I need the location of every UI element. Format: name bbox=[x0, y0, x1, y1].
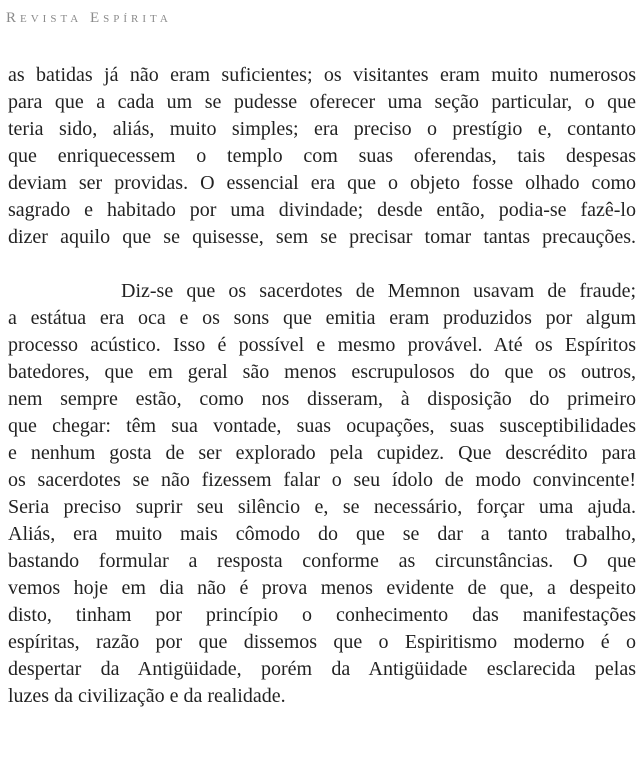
page-body bbox=[8, 62, 636, 710]
text-line: despertar da Antigüidade, porém da Antigüidade esclarecida pelas bbox=[8, 658, 636, 680]
paragraph-2 bbox=[8, 278, 636, 710]
text-line: deviam ser providas. O essencial era que o objeto fosse olhado como bbox=[8, 172, 636, 194]
text-line: bastando formular a resposta conforme as circunstâncias. O que bbox=[8, 550, 636, 572]
paragraph-1 bbox=[8, 62, 636, 251]
text-line: que chegar: têm sua vontade, suas ocupações, suas susceptibilidades bbox=[8, 415, 636, 437]
text-line: para que a cada um se pudesse oferecer uma seção particular, o que bbox=[8, 91, 636, 113]
text-line: Diz-se que os sacerdotes de Memnon usavam de fraude; bbox=[121, 280, 636, 302]
text-line: sagrado e habitado por uma divindade; desde então, podia-se fazê-lo bbox=[8, 199, 636, 221]
text-line: processo acústico. Isso é possível e mesmo provável. Até os Espíritos bbox=[8, 334, 636, 356]
text-line: espíritas, razão por que dissemos que o Espiritismo moderno é o bbox=[8, 631, 636, 653]
text-line: batedores, que em geral são menos escrupulosos do que os outros, bbox=[8, 361, 636, 383]
running-header: Revista Espírita bbox=[6, 10, 172, 26]
text-line: que enriquecessem o templo com suas oferendas, tais despesas bbox=[8, 145, 636, 167]
text-line: teria sido, aliás, muito simples; era preciso o prestígio e, contanto bbox=[8, 118, 636, 140]
text-line: dizer aquilo que se quisesse, sem se precisar tomar tantas precauções. bbox=[8, 226, 636, 248]
text-line: a estátua era oca e os sons que emitia eram produzidos por algum bbox=[8, 307, 636, 329]
text-line: Aliás, era muito mais cômodo do que se dar a tanto trabalho, bbox=[8, 523, 636, 545]
text-line: disto, tinham por princípio o conhecimento das manifestações bbox=[8, 604, 636, 626]
text-line: nem sempre estão, como nos disseram, à disposição do primeiro bbox=[8, 388, 636, 410]
paragraph-spacer bbox=[8, 251, 636, 278]
text-line: luzes da civilização e da realidade. bbox=[8, 685, 286, 707]
text-line: as batidas já não eram suficientes; os visitantes eram muito numerosos bbox=[8, 64, 636, 86]
text-line: vemos hoje em dia não é prova menos evidente de que, a despeito bbox=[8, 577, 636, 599]
text-line: e nenhum gosta de ser explorado pela cupidez. Que descrédito para bbox=[8, 442, 636, 464]
text-line: Seria preciso suprir seu silêncio e, se necessário, forçar uma ajuda. bbox=[8, 496, 636, 518]
text-line: os sacerdotes se não fizessem falar o seu ídolo de modo convincente! bbox=[8, 469, 636, 491]
